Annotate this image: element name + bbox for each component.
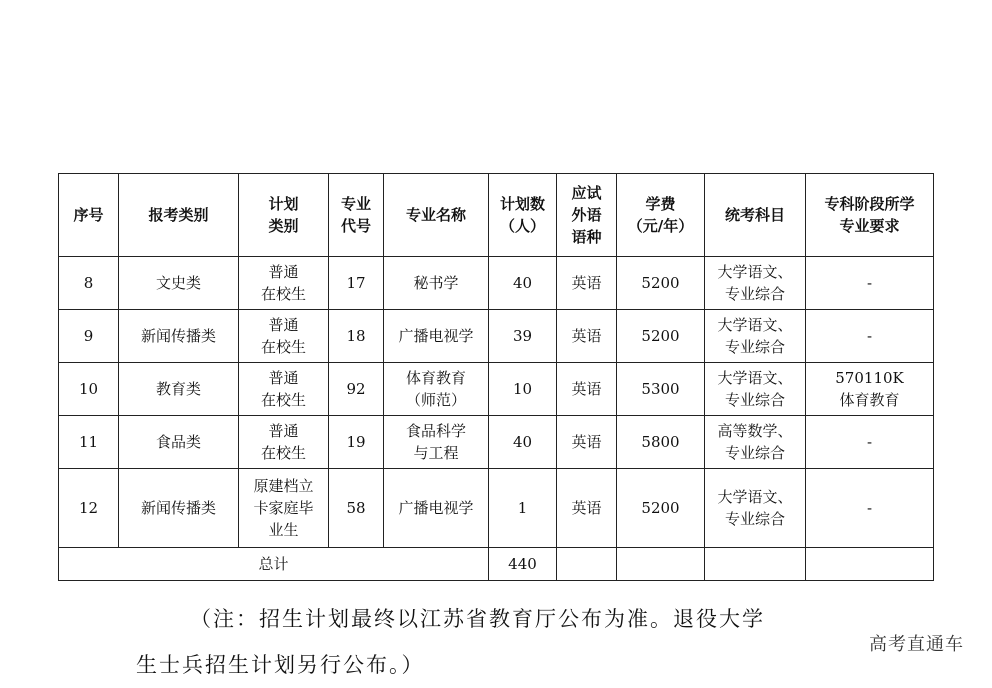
table-total-row [59,548,934,581]
cell-category: 新闻传播类 [119,469,239,548]
cell-requirements: - [806,416,934,469]
cell-major-name: 体育教育 （师范） [384,363,489,416]
enrollment-plan-table [58,173,934,581]
cell-category: 教育类 [119,363,239,416]
cell-tuition: 5200 [617,257,705,310]
total-empty-cell [806,548,934,581]
header-plan-type: 计划 类别 [239,174,329,257]
total-value: 440 [489,548,557,581]
cell-serial: 9 [59,310,119,363]
header-category: 报考类别 [119,174,239,257]
header-requirements: 专科阶段所学 专业要求 [806,174,934,257]
cell-exam-subjects: 大学语文、 专业综合 [705,257,806,310]
total-label: 总计 [59,548,489,581]
cell-tuition: 5800 [617,416,705,469]
cell-serial: 11 [59,416,119,469]
cell-plan-type: 普通 在校生 [239,363,329,416]
cell-language: 英语 [557,416,617,469]
cell-major-code: 18 [329,310,384,363]
cell-major-code: 17 [329,257,384,310]
cell-exam-subjects: 大学语文、 专业综合 [705,363,806,416]
cell-plan-type: 普通 在校生 [239,310,329,363]
table-row [59,469,934,548]
cell-major-code: 58 [329,469,384,548]
table-row [59,310,934,363]
cell-requirements: - [806,469,934,548]
cell-serial: 12 [59,469,119,548]
footnote [136,596,866,688]
total-empty-cell [705,548,806,581]
table-row [59,257,934,310]
cell-tuition: 5300 [617,363,705,416]
cell-major-code: 92 [329,363,384,416]
cell-category: 文史类 [119,257,239,310]
cell-plan-count: 40 [489,416,557,469]
footnote-line-2: 生士兵招生计划另行公布。） [136,653,425,677]
cell-plan-type: 原建档立 卡家庭毕 业生 [239,469,329,548]
cell-major-code: 19 [329,416,384,469]
watermark-text: 高考直通车 [869,634,964,655]
header-tuition: 学费 （元/年） [617,174,705,257]
cell-language: 英语 [557,257,617,310]
cell-exam-subjects: 高等数学、 专业综合 [705,416,806,469]
cell-language: 英语 [557,310,617,363]
cell-category: 新闻传播类 [119,310,239,363]
cell-category: 食品类 [119,416,239,469]
total-empty-cell [557,548,617,581]
table-header-row [59,174,934,257]
cell-plan-type: 普通 在校生 [239,416,329,469]
cell-plan-type: 普通 在校生 [239,257,329,310]
cell-major-name: 广播电视学 [384,469,489,548]
header-language: 应试 外语 语种 [557,174,617,257]
cell-major-name: 广播电视学 [384,310,489,363]
cell-major-name: 食品科学 与工程 [384,416,489,469]
cell-serial: 8 [59,257,119,310]
table-row [59,363,934,416]
cell-language: 英语 [557,469,617,548]
cell-tuition: 5200 [617,310,705,363]
cell-exam-subjects: 大学语文、 专业综合 [705,310,806,363]
header-major-code: 专业 代号 [329,174,384,257]
cell-major-name: 秘书学 [384,257,489,310]
cell-requirements: - [806,310,934,363]
cell-plan-count: 40 [489,257,557,310]
cell-exam-subjects: 大学语文、 专业综合 [705,469,806,548]
header-exam-subjects: 统考科目 [705,174,806,257]
cell-plan-count: 10 [489,363,557,416]
cell-tuition: 5200 [617,469,705,548]
total-empty-cell [617,548,705,581]
footnote-line-1: （注：招生计划最终以江苏省教育厅公布为准。退役大学 [190,607,765,631]
header-major-name: 专业名称 [384,174,489,257]
table-row [59,416,934,469]
cell-serial: 10 [59,363,119,416]
cell-requirements: - [806,257,934,310]
header-plan-count: 计划数 （人） [489,174,557,257]
cell-requirements: 570110K 体育教育 [806,363,934,416]
cell-plan-count: 1 [489,469,557,548]
cell-plan-count: 39 [489,310,557,363]
cell-language: 英语 [557,363,617,416]
header-serial: 序号 [59,174,119,257]
